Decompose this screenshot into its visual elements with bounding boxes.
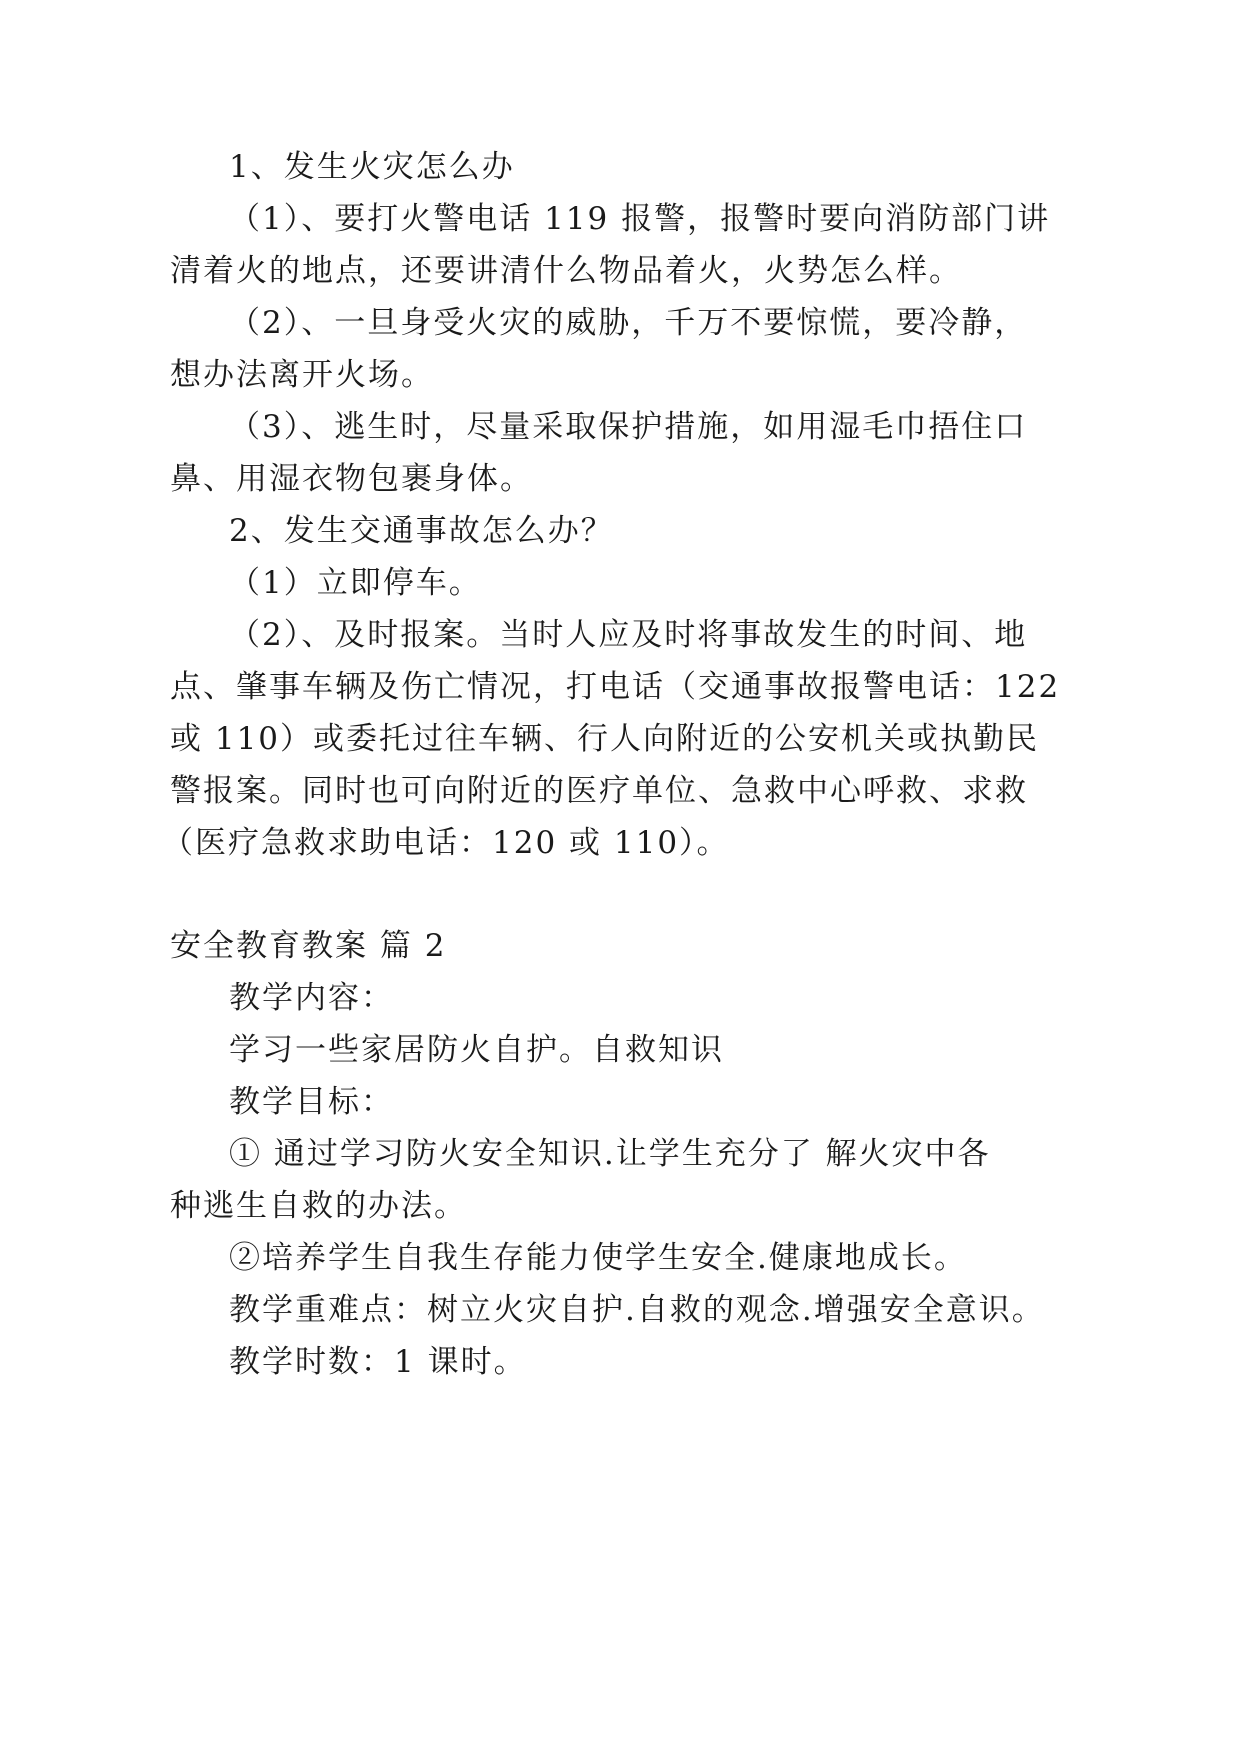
paragraph-line: （1）立即停车。 xyxy=(229,565,482,601)
paragraph-line: 教学目标： xyxy=(229,1084,394,1120)
section-1-heading: 1、发生火灾怎么办 xyxy=(229,149,515,185)
paragraph-line: （2）、及时报案。当时人应及时将事故发生的时间、地 xyxy=(229,617,1028,653)
paragraph-line: 或 110）或委托过往车辆、行人向附近的公安机关或执勤民 xyxy=(170,721,1040,757)
paragraph-line: 教学重难点：树立火灾自护.自救的观念.增强安全意识。 xyxy=(229,1292,1045,1328)
paragraph-line: 想办法离开火场。 xyxy=(170,357,434,393)
lesson-title: 安全教育教案 篇 2 xyxy=(170,928,447,964)
paragraph-line: 清着火的地点，还要讲清什么物品着火，火势怎么样。 xyxy=(170,253,962,289)
paragraph-line: 点、肇事车辆及伤亡情况，打电话（交通事故报警电话：122 xyxy=(170,669,1061,705)
paragraph-line: 鼻、用湿衣物包裹身体。 xyxy=(170,461,533,497)
paragraph-line: （2）、一旦身受火灾的威胁，千万不要惊慌，要冷静， xyxy=(229,305,1028,341)
paragraph-line: 种逃生自救的办法。 xyxy=(170,1188,467,1224)
paragraph-line: ① 通过学习防火安全知识.让学生充分了 解火灾中各 xyxy=(229,1136,991,1172)
paragraph-line: （3）、逃生时，尽量采取保护措施，如用湿毛巾捂住口 xyxy=(229,409,1028,445)
paragraph-line: 教学内容： xyxy=(229,980,394,1016)
paragraph-line: 学习一些家居防火自护。自救知识 xyxy=(229,1032,724,1068)
section-2-heading: 2、发生交通事故怎么办？ xyxy=(229,513,614,549)
paragraph-line: 警报案。同时也可向附近的医疗单位、急救中心呼救、求救 xyxy=(170,773,1028,809)
paragraph-line: ②培养学生自我生存能力使学生安全.健康地成长。 xyxy=(229,1240,967,1276)
paragraph-line: （医疗急救求助电话：120 或 110）。 xyxy=(162,825,730,861)
paragraph-line: （1）、要打火警电话 119 报警，报警时要向消防部门讲 xyxy=(229,201,1051,237)
paragraph-line: 教学时数：1 课时。 xyxy=(229,1344,527,1380)
